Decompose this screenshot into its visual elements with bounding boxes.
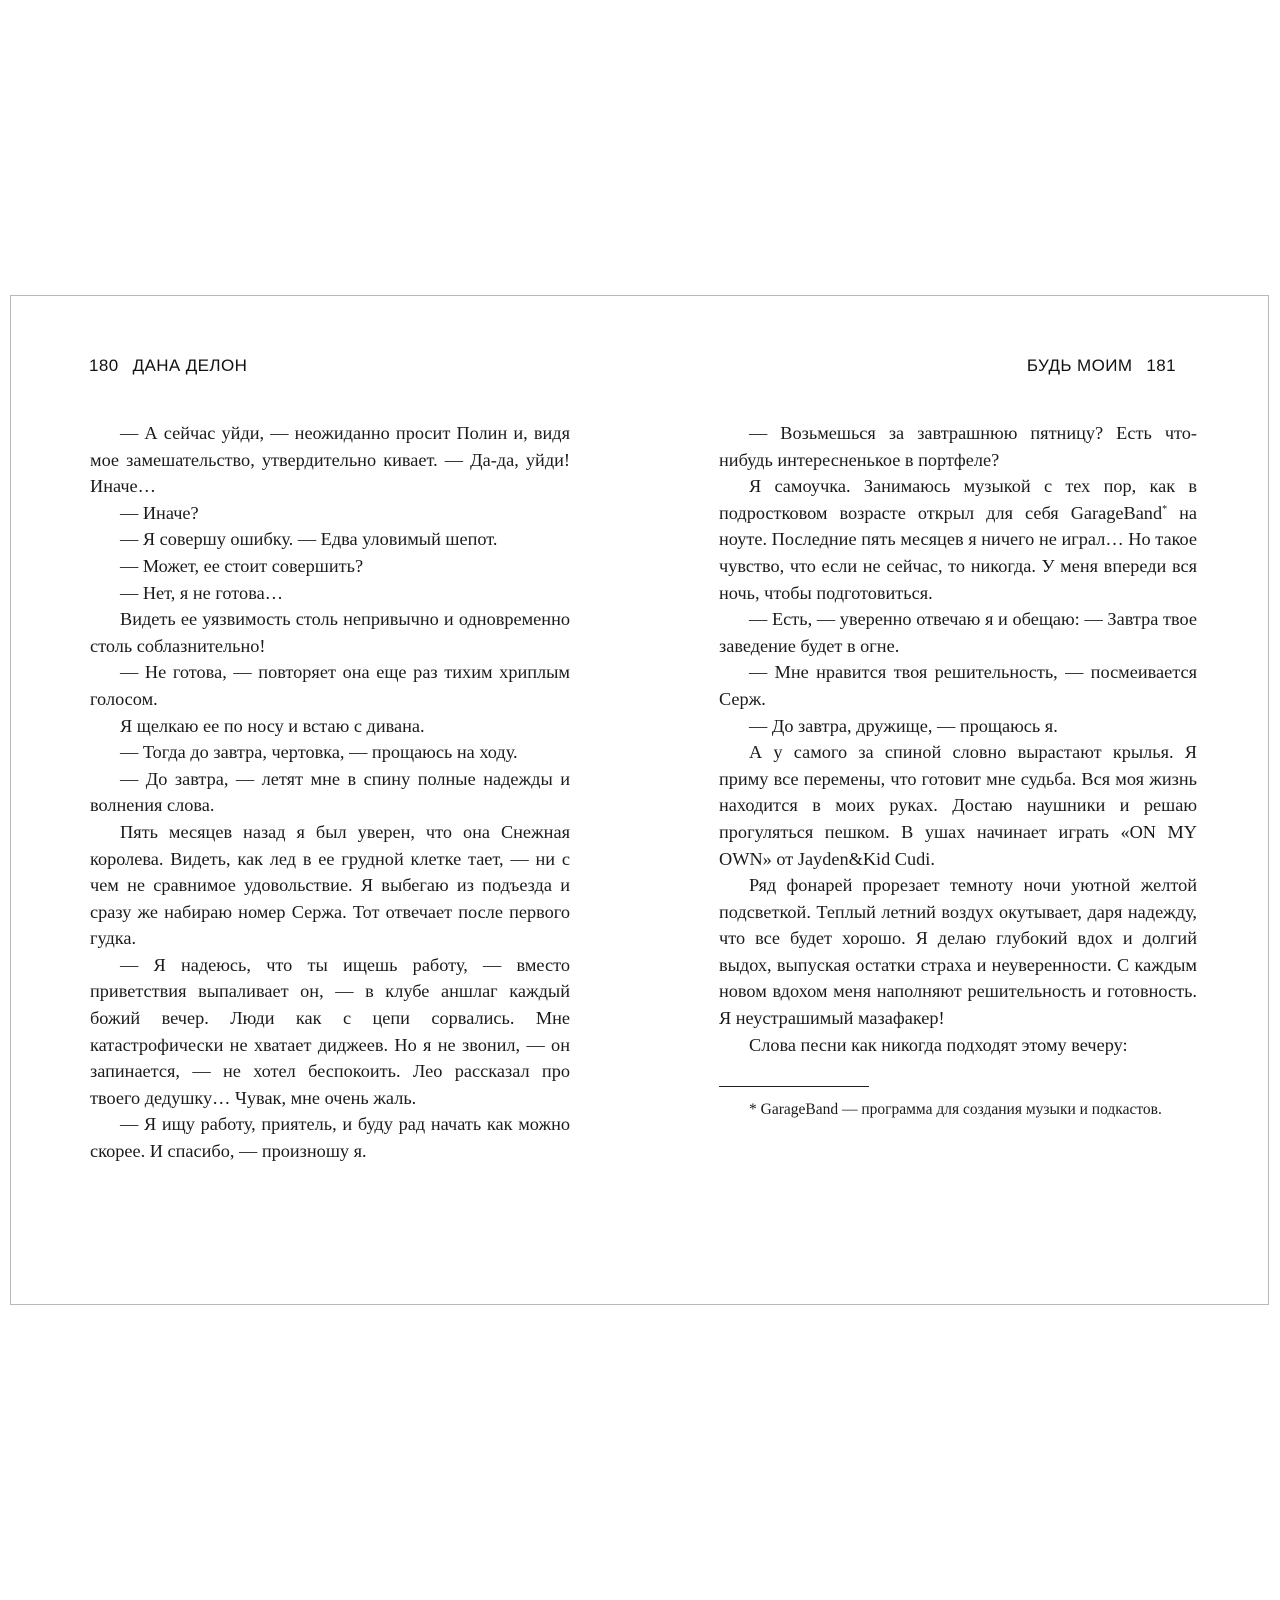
left-running-head [89,356,247,376]
paragraph: Слова песни как никогда подходят этому вечеру: [749,1034,1128,1055]
paragraph: — Есть, — уверенно отвечаю я и обещаю: — Завтра твое заведение будет в огне. [719,609,1197,656]
paragraph: — Иначе? [120,502,199,523]
paragraph: — Я ищу работу, приятель, и буду рад начать как можно скорее. И спасибо, — произношу я. [90,1114,570,1162]
paragraph: — До завтра, дружище, — прощаюсь я. [749,715,1058,736]
paragraph: — До завтра, — летят мне в спину полные надежды и волнения слова. [90,768,570,816]
footnote: * GarageBand — программа для создания музыки и подкастов. [749,1101,1162,1119]
right-book-title: БУДЬ МОИМ [1026,356,1133,375]
left-page-number: 180 [89,356,119,375]
left-page-text [90,420,570,1165]
right-page-number: 181 [1146,356,1176,375]
paragraph: — Я надеюсь, что ты ищешь работу, — вместо приветствия выпаливает он, — в клубе аншлаг каждый божий вечер. Люди как с цепи сорвались. Мне катастрофически не хватает диджеев. Но я не звонил, — он запинается, — не хотел беспокоить. Лео рассказал про твоего дедушку… Чувак, мне очень жаль. [90,954,570,1108]
paragraph: Я щелкаю ее по носу и встаю с дивана. [120,715,425,736]
footnote-marker: * [1162,503,1168,515]
paragraph-with-footnote [719,473,1197,606]
paragraph: — Не готова, — повторяет она еще раз тихим хриплым голосом. [90,662,570,709]
left-author-name: ДАНА ДЕЛОН [132,356,248,375]
paragraph: Пять месяцев назад я был уверен, что она Снежная королева. Видеть, как лед в ее грудной клетке тает, — ни с чем не сравнимое удовольствие. Я выбегаю из подъезда и сразу же набираю номер Сержа. Тот отвечает после первого гудка. [90,821,570,949]
paragraph: Ряд фонарей прорезает темноту ночи уютной желтой подсветкой. Теплый летний воздух окутывает, даря надежду, что все будет хорошо. Я делаю глубокий вдох и долгий выдох, выпуская остатки страха и неуверенности. С каждым новом вдохом меня наполняют решительность и готовность. Я неустрашимый мазафакер! [719,875,1197,1029]
paragraph-text: Я самоучка. Занимаюсь музыкой с тех пор, как в подростковом возрасте открыл для себя GarageBand [719,476,1197,523]
paragraph: А у самого за спиной словно вырастают крылья. Я приму все перемены, что готовит мне судьба. Вся моя жизнь находится в моих руках. Достаю наушники и решаю прогуляться пешком. В ушах начинает играть «ON MY OWN» от Jayden&Kid Cudi. [719,742,1197,869]
paragraph-text: на ноуте. Последние пять месяцев я ничего не играл… Но такое чувство, что если не сейчас, то никогда. У меня впереди вся ночь, чтобы подготовиться. [719,502,1197,603]
book-spread [10,295,1269,1305]
paragraph: — Я совершу ошибку. — Едва уловимый шепот. [120,529,498,550]
right-running-head [1027,356,1176,376]
paragraph: — А сейчас уйди, — неожиданно просит Полин и, видя мое замешательство, утвердительно кивает. — Да-да, уйди! Иначе… [90,423,570,497]
paragraph: — Возьмешься за завтрашнюю пятницу? Есть что-нибудь интересненькое в портфеле? [719,423,1197,470]
footnote-rule [719,1086,869,1087]
paragraph: — Тогда до завтра, чертовка, — прощаюсь на ходу. [120,742,518,763]
paragraph: — Мне нравится твоя решительность, — посмеивается Серж. [719,662,1197,709]
right-page-text [719,420,1197,1121]
paragraph: — Может, ее стоит совершить? [120,555,364,576]
paragraph: Видеть ее уязвимость столь непривычно и одновременно столь соблазнительно! [90,609,570,656]
paragraph: — Нет, я не готова… [120,582,283,603]
